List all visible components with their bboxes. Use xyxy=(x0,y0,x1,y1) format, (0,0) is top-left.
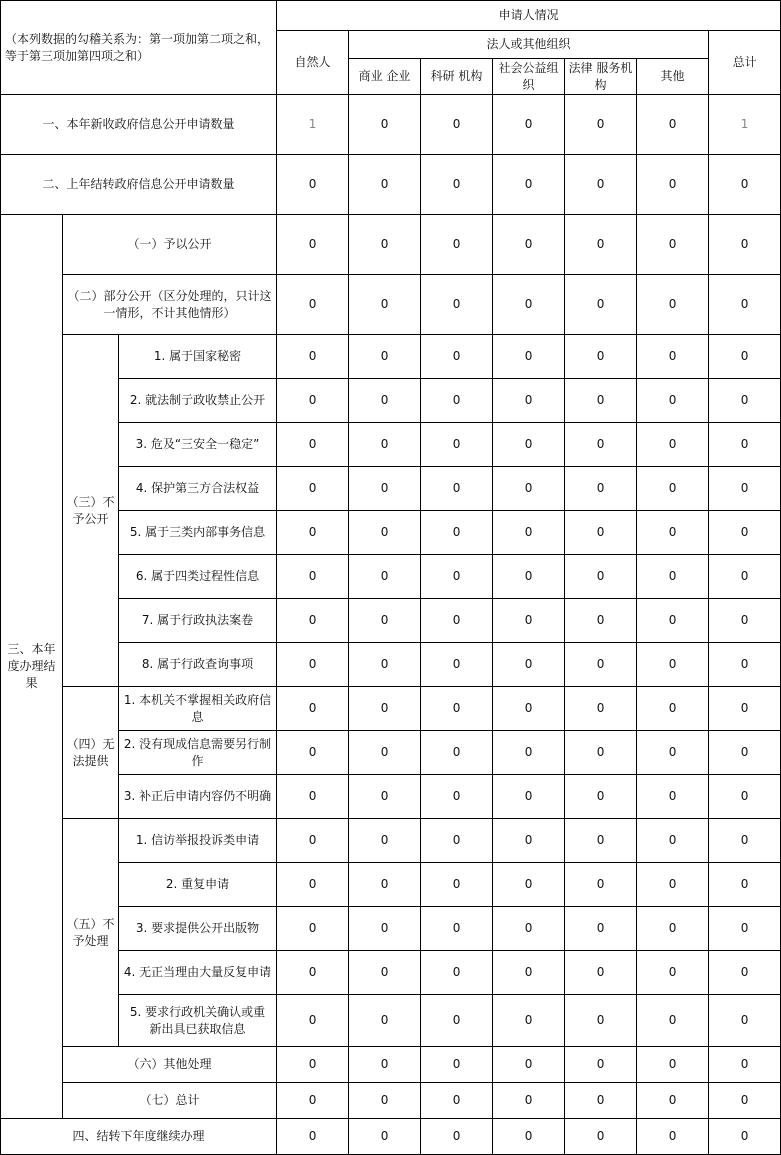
value-cell: 0 xyxy=(277,951,349,995)
value-cell: 0 xyxy=(421,155,493,215)
value-cell: 0 xyxy=(637,1119,709,1155)
value-cell: 0 xyxy=(421,907,493,951)
section-4-label: （四）无法提供 xyxy=(63,687,119,819)
value-cell: 0 xyxy=(349,599,421,643)
table-row xyxy=(1,1119,781,1155)
value-cell: 0 xyxy=(349,155,421,215)
row-label: （一）予以公开 xyxy=(63,215,277,275)
value-cell: 0 xyxy=(349,951,421,995)
row-label: 4. 无正当理由大量反复申请 xyxy=(119,951,277,995)
table-row xyxy=(1,467,781,511)
value-cell: 0 xyxy=(349,467,421,511)
value-cell: 0 xyxy=(277,599,349,643)
value-cell: 0 xyxy=(565,951,637,995)
value-cell: 0 xyxy=(637,511,709,555)
value-cell: 0 xyxy=(709,819,781,863)
org-type-header: 商业 企业 xyxy=(349,59,421,95)
value-cell: 0 xyxy=(349,511,421,555)
value-cell: 0 xyxy=(709,731,781,775)
value-cell: 0 xyxy=(709,379,781,423)
value-cell: 0 xyxy=(493,467,565,511)
value-cell: 0 xyxy=(277,1119,349,1155)
table-row xyxy=(1,1047,781,1083)
value-cell: 0 xyxy=(349,215,421,275)
value-cell: 0 xyxy=(277,423,349,467)
table-row xyxy=(1,731,781,775)
row-label: （二）部分公开（区分处理的，只计这一情形，不计其他情形） xyxy=(63,275,277,335)
value-cell: 0 xyxy=(493,599,565,643)
value-cell: 0 xyxy=(493,379,565,423)
value-cell: 0 xyxy=(565,467,637,511)
value-cell: 0 xyxy=(637,775,709,819)
value-cell: 0 xyxy=(565,423,637,467)
value-cell: 0 xyxy=(349,555,421,599)
table-row xyxy=(1,155,781,215)
org-type-header: 法律 服务机构 xyxy=(565,59,637,95)
value-cell: 0 xyxy=(277,819,349,863)
row-label: 4. 保护第三方合法权益 xyxy=(119,467,277,511)
row-label: 5. 属于三类内部事务信息 xyxy=(119,511,277,555)
value-cell: 0 xyxy=(421,511,493,555)
value-cell: 0 xyxy=(565,1047,637,1083)
value-cell: 0 xyxy=(493,275,565,335)
value-cell: 0 xyxy=(709,599,781,643)
value-cell: 0 xyxy=(565,599,637,643)
value-cell: 0 xyxy=(637,951,709,995)
value-cell: 0 xyxy=(421,687,493,731)
value-cell: 0 xyxy=(493,643,565,687)
value-cell: 0 xyxy=(421,95,493,155)
value-cell: 0 xyxy=(637,467,709,511)
applicant-header: 申请人情况 xyxy=(277,1,781,31)
value-cell: 1 xyxy=(277,95,349,155)
value-cell: 0 xyxy=(277,863,349,907)
table-row xyxy=(1,775,781,819)
value-cell: 0 xyxy=(277,775,349,819)
value-cell: 0 xyxy=(709,907,781,951)
value-cell: 0 xyxy=(709,643,781,687)
value-cell: 0 xyxy=(565,1119,637,1155)
legal-org-header: 法人或其他组织 xyxy=(349,31,709,59)
table-row xyxy=(1,863,781,907)
row-label: 8. 属于行政查询事项 xyxy=(119,643,277,687)
value-cell: 0 xyxy=(421,423,493,467)
value-cell: 0 xyxy=(277,335,349,379)
value-cell: 0 xyxy=(493,687,565,731)
value-cell: 0 xyxy=(565,95,637,155)
table-row xyxy=(1,215,781,275)
value-cell: 0 xyxy=(277,1083,349,1119)
org-type-header: 其他 xyxy=(637,59,709,95)
value-cell: 0 xyxy=(709,951,781,995)
value-cell: 0 xyxy=(565,819,637,863)
value-cell: 0 xyxy=(421,1083,493,1119)
value-cell: 0 xyxy=(349,643,421,687)
value-cell: 0 xyxy=(709,423,781,467)
value-cell: 0 xyxy=(277,215,349,275)
value-cell: 0 xyxy=(709,863,781,907)
row-label: 7. 属于行政执法案卷 xyxy=(119,599,277,643)
value-cell: 0 xyxy=(349,995,421,1047)
value-cell: 0 xyxy=(493,335,565,379)
value-cell: 0 xyxy=(565,511,637,555)
row-label: 2. 重复申请 xyxy=(119,863,277,907)
value-cell: 0 xyxy=(637,423,709,467)
value-cell: 0 xyxy=(565,379,637,423)
row-label: 2. 就法制亍政收禁止公开 xyxy=(119,379,277,423)
natural-person-header: 自然人 xyxy=(277,31,349,95)
value-cell: 0 xyxy=(637,1047,709,1083)
value-cell: 0 xyxy=(349,907,421,951)
value-cell: 0 xyxy=(637,335,709,379)
value-cell: 0 xyxy=(493,819,565,863)
value-cell: 0 xyxy=(637,275,709,335)
value-cell: 0 xyxy=(637,215,709,275)
table-row xyxy=(1,995,781,1047)
total-header: 总计 xyxy=(709,31,781,95)
value-cell: 0 xyxy=(493,95,565,155)
section-3-label: （三）不予公开 xyxy=(63,335,119,687)
value-cell: 0 xyxy=(493,775,565,819)
row-label: 四、结转下年度继续办理 xyxy=(1,1119,277,1155)
value-cell: 0 xyxy=(493,951,565,995)
value-cell: 0 xyxy=(709,775,781,819)
value-cell: 0 xyxy=(709,215,781,275)
value-cell: 0 xyxy=(277,907,349,951)
value-cell: 0 xyxy=(637,599,709,643)
value-cell: 0 xyxy=(421,775,493,819)
value-cell: 0 xyxy=(493,731,565,775)
value-cell: 0 xyxy=(349,275,421,335)
table-row xyxy=(1,643,781,687)
value-cell: 0 xyxy=(565,275,637,335)
value-cell: 0 xyxy=(421,379,493,423)
value-cell: 0 xyxy=(709,155,781,215)
value-cell: 0 xyxy=(709,335,781,379)
value-cell: 0 xyxy=(565,155,637,215)
value-cell: 0 xyxy=(493,907,565,951)
value-cell: 0 xyxy=(565,335,637,379)
value-cell: 0 xyxy=(637,995,709,1047)
value-cell: 0 xyxy=(421,863,493,907)
table-row xyxy=(1,511,781,555)
row-label: 3. 补正后申请内容仍不明确 xyxy=(119,775,277,819)
value-cell: 0 xyxy=(493,155,565,215)
value-cell: 0 xyxy=(565,907,637,951)
value-cell: 0 xyxy=(565,555,637,599)
value-cell: 0 xyxy=(565,643,637,687)
value-cell: 0 xyxy=(493,423,565,467)
value-cell: 0 xyxy=(565,215,637,275)
table-row xyxy=(1,907,781,951)
value-cell: 0 xyxy=(637,155,709,215)
value-cell: 0 xyxy=(493,1047,565,1083)
value-cell: 0 xyxy=(637,555,709,599)
value-cell: 0 xyxy=(349,95,421,155)
value-cell: 0 xyxy=(349,731,421,775)
value-cell: 0 xyxy=(709,1047,781,1083)
value-cell: 0 xyxy=(421,275,493,335)
value-cell: 1 xyxy=(709,95,781,155)
value-cell: 0 xyxy=(277,643,349,687)
row-label: 3. 危及“三安全一稳定” xyxy=(119,423,277,467)
value-cell: 0 xyxy=(421,995,493,1047)
value-cell: 0 xyxy=(277,467,349,511)
value-cell: 0 xyxy=(349,1047,421,1083)
value-cell: 0 xyxy=(493,1119,565,1155)
value-cell: 0 xyxy=(493,215,565,275)
value-cell: 0 xyxy=(349,863,421,907)
row-label: 二、上年结转政府信息公开申请数量 xyxy=(1,155,277,215)
value-cell: 0 xyxy=(421,951,493,995)
value-cell: 0 xyxy=(637,1083,709,1119)
org-type-header: 科研 机构 xyxy=(421,59,493,95)
value-cell: 0 xyxy=(349,819,421,863)
row-label: 3. 要求提供公开出版物 xyxy=(119,907,277,951)
value-cell: 0 xyxy=(277,1047,349,1083)
value-cell: 0 xyxy=(421,731,493,775)
value-cell: 0 xyxy=(277,731,349,775)
row-label: 5. 要求行政机关确认或重 新出具已获取信息 xyxy=(119,995,277,1047)
value-cell: 0 xyxy=(637,863,709,907)
value-cell: 0 xyxy=(277,511,349,555)
table-row xyxy=(1,599,781,643)
value-cell: 0 xyxy=(349,1119,421,1155)
value-cell: 0 xyxy=(421,467,493,511)
value-cell: 0 xyxy=(565,687,637,731)
value-cell: 0 xyxy=(421,215,493,275)
value-cell: 0 xyxy=(421,599,493,643)
value-cell: 0 xyxy=(421,1047,493,1083)
value-cell: 0 xyxy=(709,1083,781,1119)
row-label: 6. 属于四类过程性信息 xyxy=(119,555,277,599)
table-row xyxy=(1,379,781,423)
value-cell: 0 xyxy=(637,379,709,423)
row-label: 一、本年新收政府信息公开申请数量 xyxy=(1,95,277,155)
value-cell: 0 xyxy=(277,687,349,731)
value-cell: 0 xyxy=(421,555,493,599)
value-cell: 0 xyxy=(637,95,709,155)
table-row xyxy=(1,1083,781,1119)
value-cell: 0 xyxy=(709,467,781,511)
table-row xyxy=(1,275,781,335)
value-cell: 0 xyxy=(637,687,709,731)
row-label: 2. 没有现成信息需要另行制作 xyxy=(119,731,277,775)
table-row xyxy=(1,687,781,731)
value-cell: 0 xyxy=(277,555,349,599)
value-cell: 0 xyxy=(349,379,421,423)
value-cell: 0 xyxy=(277,275,349,335)
row-label: 1. 本机关不掌握相关政府信息 xyxy=(119,687,277,731)
value-cell: 0 xyxy=(709,687,781,731)
table-row xyxy=(1,95,781,155)
value-cell: 0 xyxy=(349,687,421,731)
value-cell: 0 xyxy=(709,555,781,599)
value-cell: 0 xyxy=(421,1119,493,1155)
value-cell: 0 xyxy=(493,995,565,1047)
row-label: （七）总计 xyxy=(63,1083,277,1119)
value-cell: 0 xyxy=(637,907,709,951)
value-cell: 0 xyxy=(565,775,637,819)
table-row xyxy=(1,335,781,379)
row-label: （六）其他处理 xyxy=(63,1047,277,1083)
value-cell: 0 xyxy=(565,863,637,907)
value-cell: 0 xyxy=(709,275,781,335)
table-row xyxy=(1,819,781,863)
value-cell: 0 xyxy=(277,155,349,215)
value-cell: 0 xyxy=(709,511,781,555)
row-label: 1. 信访举报投诉类申请 xyxy=(119,819,277,863)
table-note: （本列数据的勾稽关系为：第一项加第二项之和， 等于第三项加第四项之和） xyxy=(1,1,277,95)
value-cell: 0 xyxy=(349,335,421,379)
value-cell: 0 xyxy=(637,643,709,687)
value-cell: 0 xyxy=(565,995,637,1047)
table-row xyxy=(1,951,781,995)
value-cell: 0 xyxy=(421,335,493,379)
value-cell: 0 xyxy=(277,995,349,1047)
row-label: 1. 属于国家秘密 xyxy=(119,335,277,379)
value-cell: 0 xyxy=(421,643,493,687)
value-cell: 0 xyxy=(277,379,349,423)
value-cell: 0 xyxy=(349,775,421,819)
value-cell: 0 xyxy=(493,511,565,555)
value-cell: 0 xyxy=(709,1119,781,1155)
value-cell: 0 xyxy=(565,1083,637,1119)
table-row xyxy=(1,423,781,467)
section-5-label: （五）不予处理 xyxy=(63,819,119,1047)
org-type-header: 社会公益组织 xyxy=(493,59,565,95)
value-cell: 0 xyxy=(493,555,565,599)
value-cell: 0 xyxy=(637,819,709,863)
value-cell: 0 xyxy=(637,731,709,775)
value-cell: 0 xyxy=(493,863,565,907)
value-cell: 0 xyxy=(565,731,637,775)
value-cell: 0 xyxy=(349,423,421,467)
value-cell: 0 xyxy=(493,1083,565,1119)
value-cell: 0 xyxy=(421,819,493,863)
value-cell: 0 xyxy=(709,995,781,1047)
result-group-label: 三、本年度办理结果 xyxy=(1,215,63,1119)
table-row xyxy=(1,555,781,599)
value-cell: 0 xyxy=(349,1083,421,1119)
